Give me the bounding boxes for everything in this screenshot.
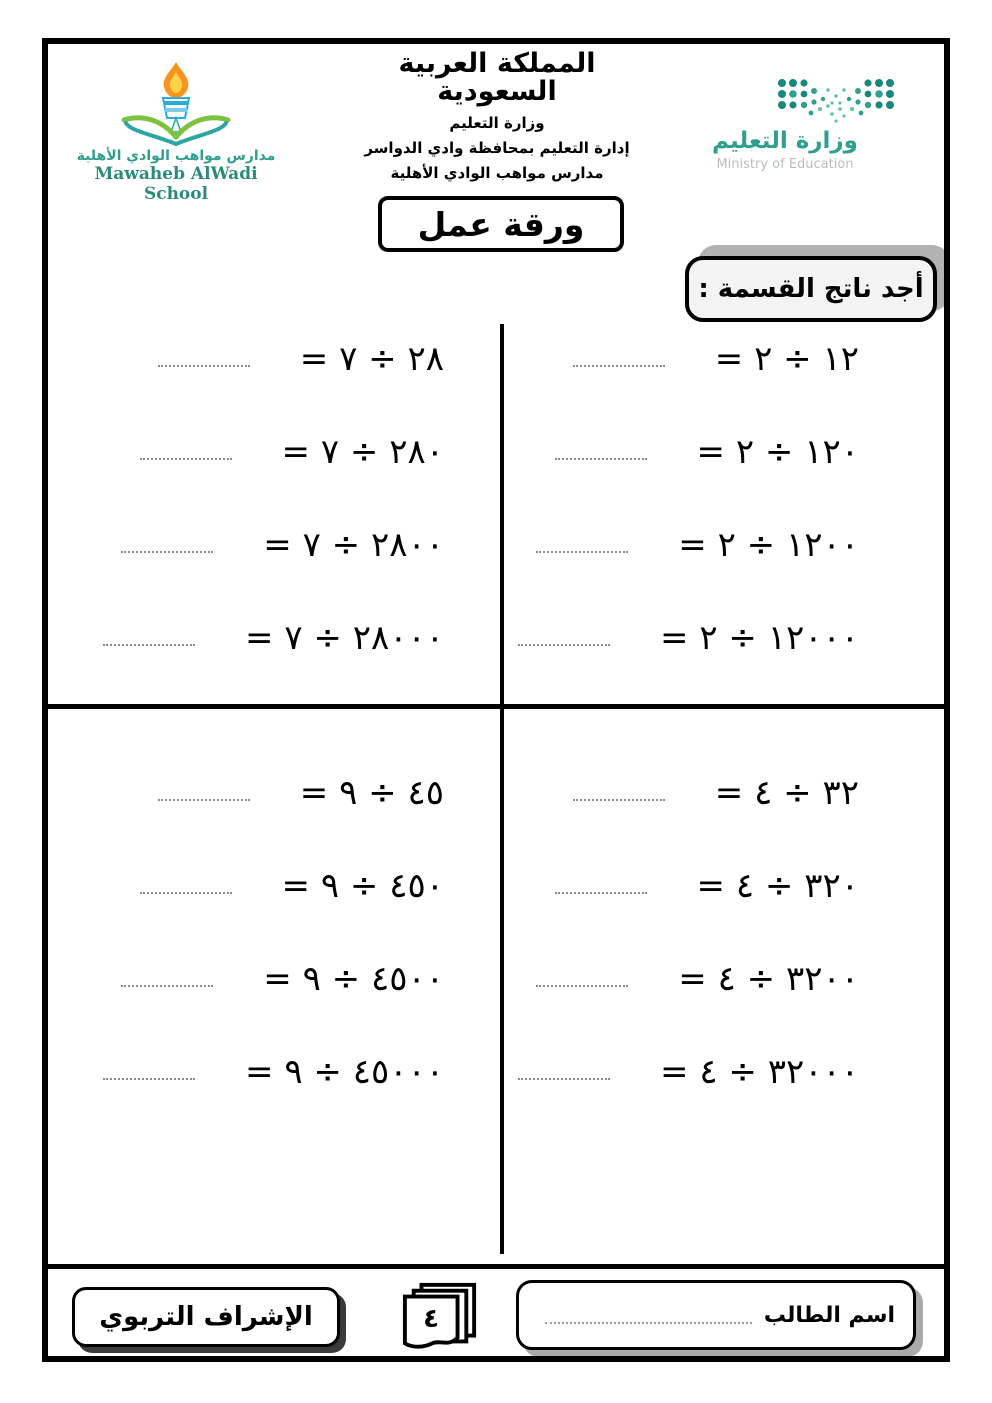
division-expression: ٤٥٠٠ ÷ ٩ = bbox=[263, 958, 444, 999]
answer-line[interactable] bbox=[536, 551, 628, 553]
answer-line[interactable] bbox=[121, 551, 213, 553]
division-expression: ٣٢٠ ÷ ٤ = bbox=[696, 865, 859, 906]
problem-group-bottom-left bbox=[48, 746, 500, 1118]
answer-line[interactable] bbox=[518, 644, 610, 646]
answer-line[interactable] bbox=[555, 892, 647, 894]
answer-line[interactable] bbox=[140, 892, 232, 894]
problem-row bbox=[48, 591, 500, 684]
answer-line[interactable] bbox=[121, 985, 213, 987]
division-expression: ٤٥٠٠٠ ÷ ٩ = bbox=[245, 1051, 444, 1092]
problem-row bbox=[504, 839, 944, 932]
problem-row bbox=[48, 746, 500, 839]
school-name-english: Mawaheb AlWadi School bbox=[94, 164, 258, 204]
division-expression: ٢٨ ÷ ٧ = bbox=[299, 338, 444, 379]
horizontal-divider bbox=[48, 704, 944, 709]
division-expression: ١٢ ÷ ٢ = bbox=[714, 338, 859, 379]
answer-line[interactable] bbox=[573, 799, 665, 801]
government-header bbox=[336, 50, 658, 182]
answer-line[interactable] bbox=[158, 365, 250, 367]
problem-group-top-right bbox=[504, 312, 944, 684]
answer-line[interactable] bbox=[518, 1078, 610, 1080]
problem-row bbox=[48, 498, 500, 591]
moe-name-arabic: وزارة التعليم bbox=[712, 128, 858, 154]
school-logo bbox=[60, 60, 292, 204]
page-border-frame bbox=[42, 38, 950, 1362]
division-expression: ٢٨٠ ÷ ٧ = bbox=[281, 431, 444, 472]
answer-line[interactable] bbox=[555, 458, 647, 460]
student-name-label: اسم الطالب bbox=[763, 1302, 895, 1328]
school-torch-book-icon bbox=[115, 60, 237, 146]
student-name-line[interactable] bbox=[545, 1322, 752, 1324]
moe-dots-icon bbox=[775, 76, 897, 124]
page-number-badge bbox=[396, 1280, 484, 1358]
problem-row bbox=[48, 405, 500, 498]
answer-line[interactable] bbox=[573, 365, 665, 367]
answer-line[interactable] bbox=[103, 644, 195, 646]
school-line: مدارس مواهب الوادي الأهلية bbox=[390, 163, 604, 182]
division-expression: ٤٥٠ ÷ ٩ = bbox=[281, 865, 444, 906]
problem-row bbox=[48, 932, 500, 1025]
supervision-box bbox=[72, 1287, 340, 1347]
problem-group-bottom-right bbox=[504, 746, 944, 1118]
division-expression: ١٢٠ ÷ ٢ = bbox=[696, 431, 859, 472]
answer-line[interactable] bbox=[536, 985, 628, 987]
school-name-arabic: مدارس مواهب الوادي الأهلية bbox=[76, 148, 276, 164]
problem-row bbox=[48, 312, 500, 405]
worksheet-title-box bbox=[378, 196, 624, 252]
division-expression: ٢٨٠٠ ÷ ٧ = bbox=[263, 524, 444, 565]
problem-group-top-left bbox=[48, 312, 500, 684]
footer-divider bbox=[48, 1264, 944, 1269]
problem-row bbox=[48, 1025, 500, 1118]
problem-row bbox=[504, 932, 944, 1025]
moe-wordmark bbox=[690, 130, 880, 172]
answer-line[interactable] bbox=[140, 458, 232, 460]
problem-row bbox=[504, 746, 944, 839]
division-expression: ١٢٠٠ ÷ ٢ = bbox=[678, 524, 859, 565]
problem-row bbox=[504, 312, 944, 405]
answer-line[interactable] bbox=[103, 1078, 195, 1080]
supervision-label: الإشراف التربوي bbox=[99, 1302, 313, 1332]
worksheet-title: ورقة عمل bbox=[417, 204, 585, 244]
page-number: ٤ bbox=[423, 1304, 439, 1334]
moe-name-english: Ministry of Education bbox=[716, 157, 854, 172]
answer-line[interactable] bbox=[158, 799, 250, 801]
directorate-line: إدارة التعليم بمحافظة وادي الدواسر bbox=[364, 138, 630, 157]
division-expression: ٤٥ ÷ ٩ = bbox=[299, 772, 444, 813]
division-expression: ٣٢٠٠ ÷ ٤ = bbox=[678, 958, 859, 999]
division-expression: ١٢٠٠٠ ÷ ٢ = bbox=[660, 617, 859, 658]
problem-row bbox=[504, 405, 944, 498]
problem-row bbox=[504, 591, 944, 684]
student-name-box bbox=[516, 1280, 916, 1350]
problem-row bbox=[504, 1025, 944, 1118]
division-expression: ٣٢٠٠٠ ÷ ٤ = bbox=[660, 1051, 859, 1092]
kingdom-calligraphy: المملكة العربية السعودية bbox=[398, 48, 596, 108]
problem-row bbox=[48, 839, 500, 932]
problem-row bbox=[504, 498, 944, 591]
division-expression: ٢٨٠٠٠ ÷ ٧ = bbox=[245, 617, 444, 658]
ministry-line: وزارة التعليم bbox=[449, 113, 545, 132]
instruction-text: أجد ناتج القسمة : bbox=[698, 274, 924, 304]
division-expression: ٣٢ ÷ ٤ = bbox=[714, 772, 859, 813]
